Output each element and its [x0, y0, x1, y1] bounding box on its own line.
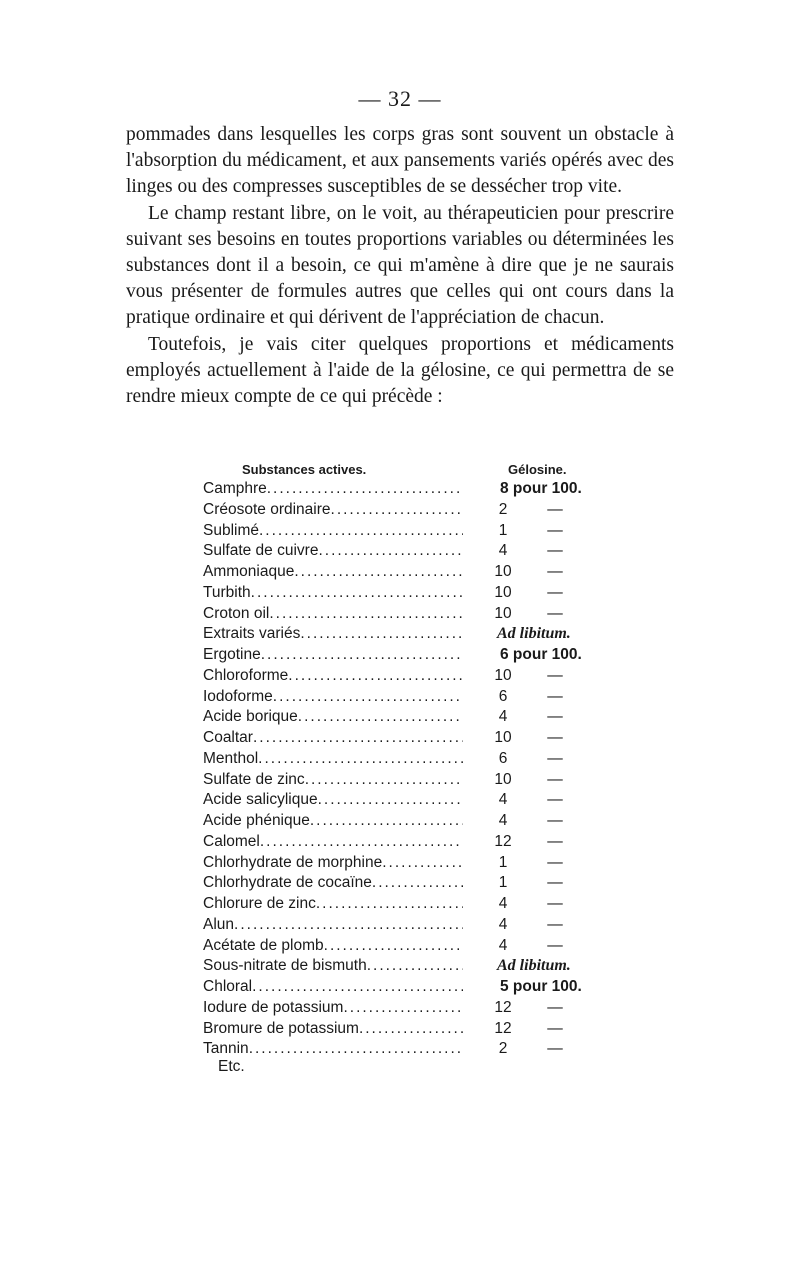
gelosine-quantity: 8 pour 100.	[500, 480, 582, 497]
substance-name: Camphre .....	[203, 480, 463, 498]
substance-name: Bromure de potassium .....	[203, 1020, 463, 1038]
gelosine-quantity: 4	[498, 915, 508, 933]
ditto-mark: —	[547, 542, 563, 560]
table-row	[0, 833, 800, 854]
substance-name: Acide phénique .....	[203, 812, 463, 830]
substance-name: Sublimé .....	[203, 522, 463, 540]
table-row	[0, 916, 800, 937]
table-row	[0, 937, 800, 958]
ditto-mark: —	[547, 583, 563, 601]
ditto-mark: —	[547, 770, 563, 788]
substances-table	[0, 480, 800, 1061]
gelosine-quantity: 4	[498, 895, 508, 912]
gelosine-quantity: 5 pour 100.	[500, 978, 582, 995]
ditto-mark: —	[547, 563, 563, 580]
gelosine-quantity: 4	[498, 812, 508, 829]
gelosine-quantity: 1	[498, 521, 508, 539]
ditto-mark: —	[547, 874, 563, 892]
paragraph-2: Le champ restant libre, on le voit, au thérapeuticien pour prescrire suivant ses besoins en toutes proportions variables ou déterminées les substances dont il a besoin, ce qui m'amène à dire que je ne saurais vous présenter de formules autres que celles qui ont cours dans la pratique ordinaire et qui dérivent de l'appréciation de chacun.	[126, 202, 674, 329]
substance-name: Extraits variés .....	[203, 625, 463, 643]
substance-name: Sulfate de zinc .....	[203, 771, 463, 789]
ditto-mark: —	[547, 1019, 563, 1037]
substance-name: Ammoniaque .....	[203, 563, 463, 581]
substance-name: Sous-nitrate de bismuth .....	[203, 957, 463, 975]
gelosine-quantity: 4	[498, 708, 508, 726]
table-row	[0, 480, 800, 501]
gelosine-quantity: 10	[494, 604, 512, 622]
ditto-mark: —	[547, 687, 563, 705]
ditto-mark: —	[547, 853, 563, 871]
ditto-mark: —	[547, 936, 563, 954]
gelosine-quantity: Ad libitum.	[497, 625, 571, 643]
ditto-mark: —	[547, 708, 563, 726]
table-row	[0, 812, 800, 833]
ditto-mark: —	[547, 521, 563, 539]
gelosine-quantity: 10	[494, 666, 512, 684]
substance-name: Chloral .....	[203, 978, 463, 996]
ditto-mark: —	[547, 729, 563, 746]
ditto-mark: —	[547, 749, 563, 767]
table-row	[0, 646, 800, 667]
gelosine-quantity: 1	[498, 853, 508, 871]
substance-name: Chlorhydrate de cocaïne .....	[203, 874, 463, 892]
table-row	[0, 1040, 800, 1061]
table-row	[0, 729, 800, 750]
substance-name: Calomel .....	[203, 833, 463, 851]
gelosine-quantity: 10	[494, 583, 512, 601]
table-row	[0, 501, 800, 522]
gelosine-quantity: 12	[494, 998, 512, 1016]
body-text	[126, 122, 674, 410]
ditto-mark: —	[547, 832, 563, 850]
table-row	[0, 625, 800, 646]
paragraph-3: Toutefois, je vais citer quelques proportions et médicaments employés actuellement à l'aide de la gélosine, ce qui permettra de se rendre mieux compte de ce qui précède :	[126, 333, 674, 408]
substance-name: Chlorhydrate de morphine .....	[203, 854, 463, 872]
gelosine-quantity: 6 pour 100.	[500, 646, 582, 663]
ditto-mark: —	[547, 915, 563, 933]
table-row	[0, 584, 800, 605]
ditto-mark: —	[547, 604, 563, 622]
gelosine-quantity: 4	[498, 791, 508, 809]
table-row	[0, 522, 800, 543]
gelosine-quantity: Ad libitum.	[497, 957, 571, 975]
gelosine-quantity: 6	[498, 687, 508, 705]
ditto-mark: —	[547, 666, 563, 684]
substance-name: Sulfate de cuivre .....	[203, 542, 463, 560]
page-number: — 32 —	[358, 86, 442, 111]
ditto-mark: —	[547, 812, 563, 829]
table-row	[0, 771, 800, 792]
substance-name: Coaltar .....	[203, 729, 463, 747]
gelosine-quantity: 4	[498, 936, 508, 954]
substance-name: Chlorure de zinc .....	[203, 895, 463, 913]
ditto-mark: —	[547, 895, 563, 912]
gelosine-quantity: 2	[498, 500, 508, 518]
substance-name: Iodoforme .....	[203, 688, 463, 706]
table-row	[0, 667, 800, 688]
table-row	[0, 708, 800, 729]
table-row	[0, 854, 800, 875]
substance-name: Turbith .....	[203, 584, 463, 602]
gelosine-quantity: 12	[494, 832, 512, 850]
header-gelosine: Gélosine.	[508, 462, 567, 477]
etc-note: Etc.	[218, 1058, 245, 1075]
gelosine-quantity: 4	[498, 542, 508, 560]
table-row	[0, 957, 800, 978]
table-row	[0, 563, 800, 584]
gelosine-quantity: 12	[494, 1019, 512, 1037]
substance-name: Alun .....	[203, 916, 463, 934]
gelosine-quantity: 10	[494, 770, 512, 788]
substance-name: Ergotine .....	[203, 646, 463, 664]
gelosine-quantity: 6	[498, 749, 508, 767]
substance-name: Iodure de potassium .....	[203, 999, 463, 1017]
paragraph-1: pommades dans lesquelles les corps gras sont souvent un obstacle à l'absorption du médicament, et aux pansements variés opérés avec des linges ou des compresses susceptibles de se dessécher trop vite.	[126, 124, 674, 198]
substance-name: Chloroforme .....	[203, 667, 463, 685]
table-row	[0, 874, 800, 895]
table-row	[0, 1020, 800, 1041]
substance-name: Créosote ordinaire .....	[203, 501, 463, 519]
table-row	[0, 791, 800, 812]
table-row	[0, 999, 800, 1020]
substance-name: Croton oil .....	[203, 605, 463, 623]
table-row	[0, 542, 800, 563]
ditto-mark: —	[547, 1040, 563, 1058]
ditto-mark: —	[547, 998, 563, 1016]
header-substances: Substances actives.	[242, 462, 367, 477]
substance-name: Acide salicylique .....	[203, 791, 463, 809]
table-row	[0, 978, 800, 999]
table-row	[0, 750, 800, 771]
table-row	[0, 895, 800, 916]
gelosine-quantity: 10	[494, 729, 512, 746]
gelosine-quantity: 2	[498, 1040, 508, 1058]
gelosine-quantity: 1	[498, 874, 508, 892]
ditto-mark: —	[547, 791, 563, 809]
table-row	[0, 688, 800, 709]
substance-name: Tannin .....	[203, 1040, 463, 1058]
table-row	[0, 605, 800, 626]
substance-name: Acide borique .....	[203, 708, 463, 726]
gelosine-quantity: 10	[494, 563, 512, 580]
ditto-mark: —	[547, 500, 563, 518]
substance-name: Acétate de plomb .....	[203, 937, 463, 955]
substance-name: Menthol .....	[203, 750, 463, 768]
